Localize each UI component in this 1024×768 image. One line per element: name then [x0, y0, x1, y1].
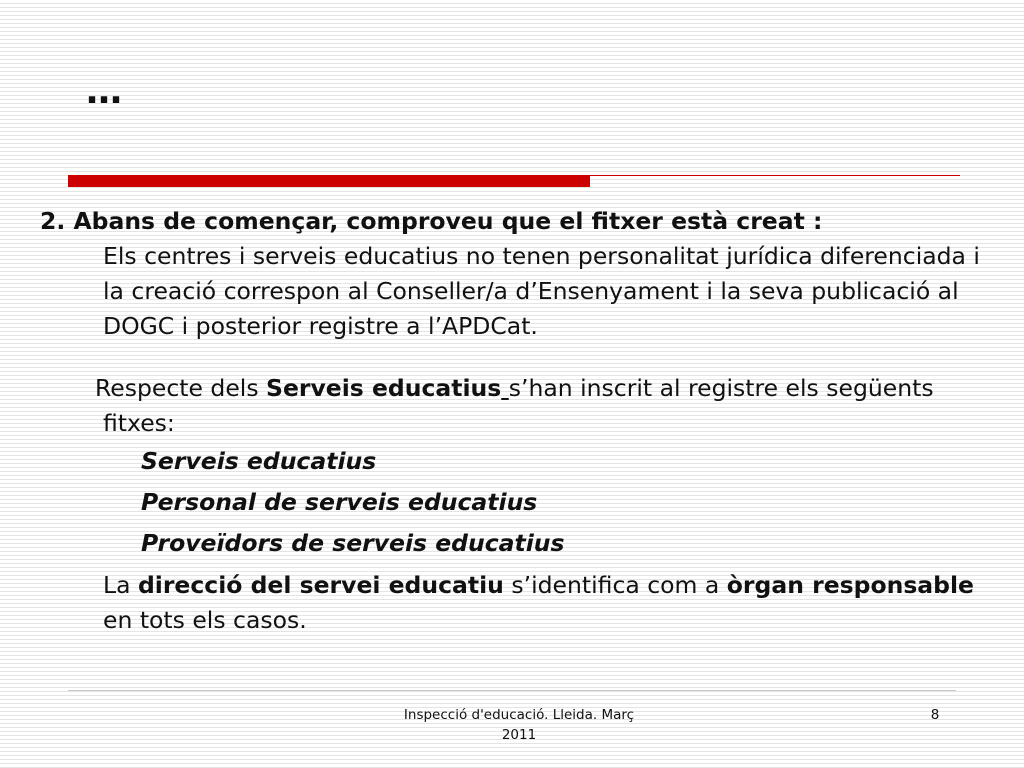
footer-text [360, 705, 678, 745]
direction-label: direcció del servei educatiu [137, 571, 504, 599]
paragraph-text: s’han inscrit al registre els següents fitxes: [103, 374, 934, 437]
paragraph-responsible-body [40, 568, 1000, 638]
page-number: 8 [930, 707, 940, 723]
title-accent-line [590, 175, 960, 176]
paragraph-registered-files [40, 371, 1000, 441]
section-heading: 2. Abans de començar, comproveu que el fitxer està creat : [40, 207, 823, 235]
paragraph-text: s’identifica com a [503, 571, 727, 599]
file-item: Proveïdors de serveis educatius [141, 529, 565, 557]
serveis-educatius-label: Serveis educatius [266, 374, 502, 402]
paragraph-legal-status: Els centres i serveis educatius no tenen personalitat jurídica diferenciada i la creació correspon al Conseller/a d’Ensenyament i la seva publicació al DOGC i posterior registre a l’APDCat. [103, 242, 980, 340]
paragraph-text: en tots els casos. [103, 606, 307, 634]
slide-body [40, 204, 1000, 638]
paragraph-text: La [103, 571, 138, 599]
file-item: Serveis educatius [141, 447, 377, 475]
responsible-body-label: òrgan responsable [726, 571, 974, 599]
footer-line-1: Inspecció d'educació. Lleida. Març [403, 707, 635, 723]
title-accent-bar [68, 175, 590, 187]
paragraph-text: Respecte dels [95, 374, 267, 402]
footer-divider [68, 690, 956, 691]
footer-line-2: 2011 [501, 727, 537, 743]
file-item: Personal de serveis educatius [141, 488, 538, 516]
underlined-space [501, 374, 508, 402]
slide-title: … [86, 71, 122, 112]
